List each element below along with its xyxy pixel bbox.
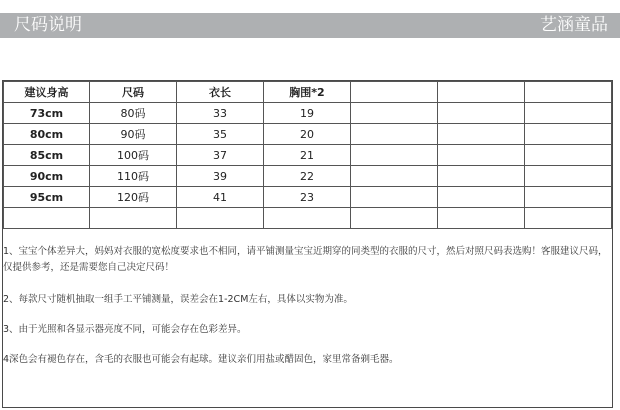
- cell-empty: [525, 124, 612, 145]
- header-length: 衣长: [177, 82, 264, 103]
- cell-height: 73cm: [4, 103, 90, 124]
- cell-empty: [438, 145, 525, 166]
- table-row: [4, 166, 612, 187]
- cell-length: 35: [177, 124, 264, 145]
- cell-height: 80cm: [4, 124, 90, 145]
- cell-empty: [351, 208, 438, 229]
- cell-empty: [438, 208, 525, 229]
- table-row: [4, 208, 612, 229]
- cell-size: 100码: [90, 145, 177, 166]
- note-item: 3、由于光照和各显示器亮度不同，可能会存在色彩差异。: [3, 324, 247, 335]
- cell-size: 110码: [90, 166, 177, 187]
- cell-empty: [525, 187, 612, 208]
- cell-length: 33: [177, 103, 264, 124]
- header-empty: [525, 82, 612, 103]
- cell-chest: 19: [264, 103, 351, 124]
- cell-chest: 22: [264, 166, 351, 187]
- table-row: [4, 187, 612, 208]
- cell-height: 85cm: [4, 145, 90, 166]
- cell-size: [90, 208, 177, 229]
- header-chest: 胸围*2: [264, 82, 351, 103]
- note-item: 4深色会有褪色存在，含毛的衣服也可能会有起球。建议亲们用盐或醋固色，家里常备剃毛器。: [3, 354, 399, 365]
- note-item: 1、宝宝个体差异大，妈妈对衣服的宽松度要求也不相同，请平铺测量宝宝近期穿的同类型的衣服的尺寸，然后对照尺码表选购！客服建议尺码，仅提供参考，还是需要您自己决定尺码！: [3, 246, 608, 273]
- cell-empty: [525, 145, 612, 166]
- cell-empty: [438, 166, 525, 187]
- note-item: 2、每款尺寸随机抽取一组手工平铺测量，误差会在1-2CM左右，具体以实物为准。: [3, 294, 353, 305]
- header-height: 建议身高: [4, 82, 90, 103]
- cell-empty: [351, 103, 438, 124]
- cell-empty: [525, 166, 612, 187]
- size-table: [3, 81, 612, 229]
- cell-empty: [351, 187, 438, 208]
- table-row: [4, 103, 612, 124]
- table-header-row: [4, 82, 612, 103]
- cell-empty: [351, 166, 438, 187]
- cell-length: 41: [177, 187, 264, 208]
- header-bar: [0, 13, 620, 38]
- cell-chest: 20: [264, 124, 351, 145]
- cell-height: 90cm: [4, 166, 90, 187]
- cell-chest: [264, 208, 351, 229]
- cell-height: 95cm: [4, 187, 90, 208]
- cell-empty: [438, 187, 525, 208]
- cell-chest: 23: [264, 187, 351, 208]
- cell-size: 90码: [90, 124, 177, 145]
- cell-empty: [438, 124, 525, 145]
- cell-length: 39: [177, 166, 264, 187]
- cell-empty: [438, 103, 525, 124]
- cell-height: [4, 208, 90, 229]
- table-row: [4, 145, 612, 166]
- cell-empty: [351, 145, 438, 166]
- header-empty: [438, 82, 525, 103]
- cell-size: 80码: [90, 103, 177, 124]
- cell-empty: [525, 208, 612, 229]
- cell-length: 37: [177, 145, 264, 166]
- header-empty: [351, 82, 438, 103]
- cell-chest: 21: [264, 145, 351, 166]
- cell-empty: [525, 103, 612, 124]
- cell-size: 120码: [90, 187, 177, 208]
- brand-name: 艺涵童品: [540, 15, 608, 35]
- cell-empty: [351, 124, 438, 145]
- header-size: 尺码: [90, 82, 177, 103]
- cell-length: [177, 208, 264, 229]
- page-title: 尺码说明: [14, 15, 82, 35]
- table-row: [4, 124, 612, 145]
